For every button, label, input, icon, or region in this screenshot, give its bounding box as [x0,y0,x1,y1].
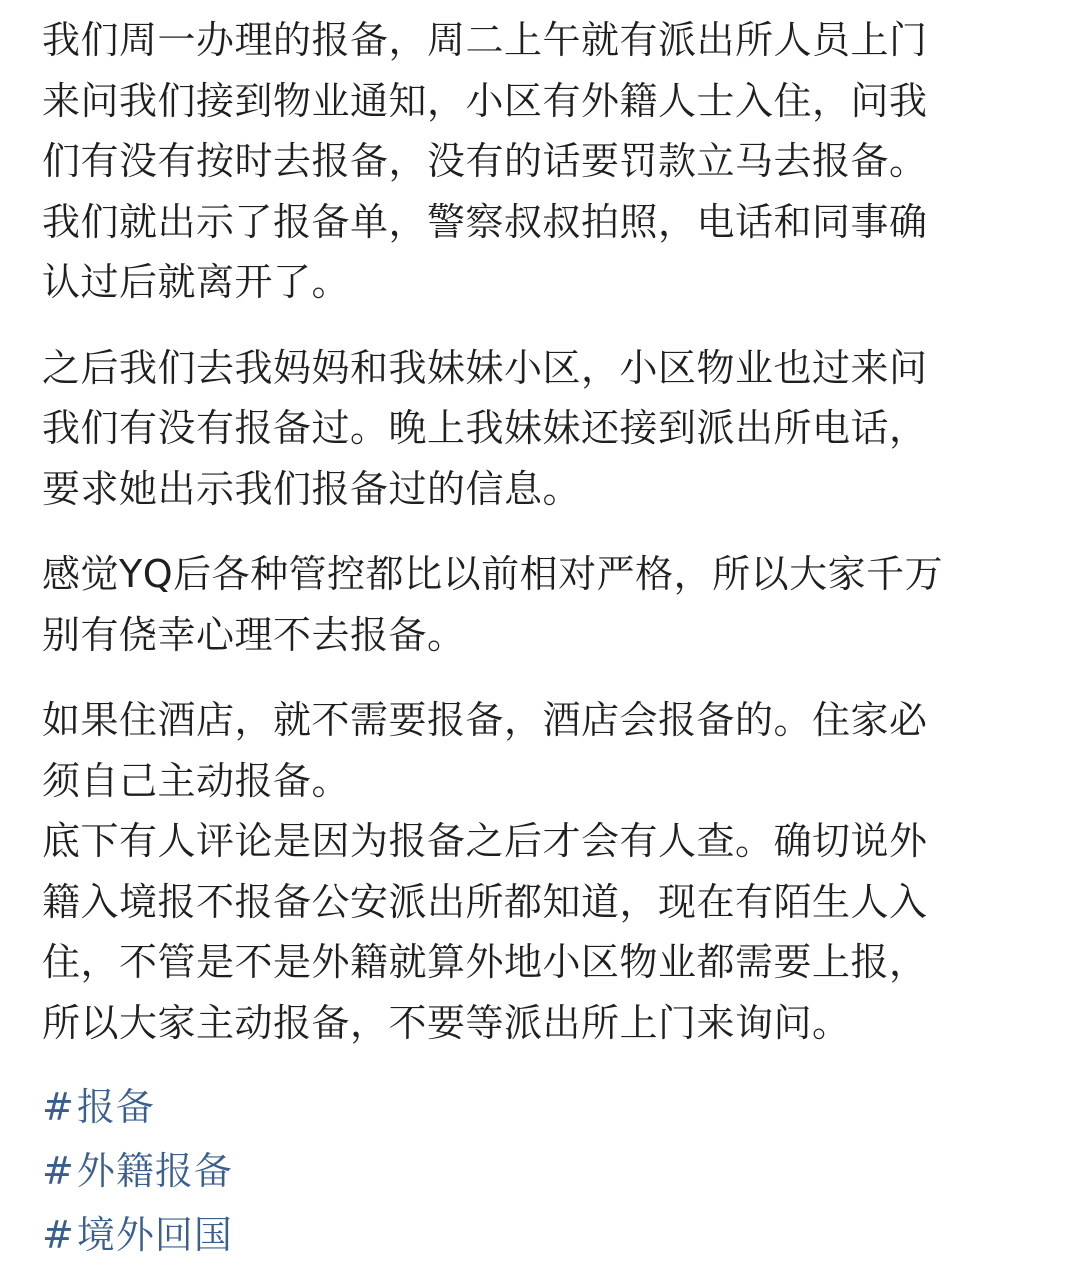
hashtag-label: 报备 [76,1085,155,1129]
paragraph-line: 如果住酒店，就不需要报备，酒店会报备的。住家必 [42,698,928,742]
paragraph-line: 所以大家主动报备，不要等派出所上门来询问。 [42,1000,851,1045]
paragraph-line: 籍入境报不报备公安派出所都知道，现在有陌生人入 [42,879,928,924]
hashtag-label: 外籍报备 [76,1149,233,1193]
paragraph-gap [42,665,1022,690]
paragraph-line: 认过后就离开了。 [42,260,351,304]
paragraph-line: 我们有没有报备过。晚上我妹妹还接到派出所电话， [42,406,928,450]
paragraph-4 [42,690,1022,1053]
hashtag-jingwai-huiguo[interactable] [42,1203,1022,1267]
paragraph-line: 我们就出示了报备单，警察叔叔拍照，电话和同事确 [42,199,928,244]
paragraph-line: 住，不管是不是外籍就算外地小区物业都需要上报， [42,940,928,984]
paragraph-gap [42,519,1022,544]
paragraph-line: 底下有人评论是因为报备之后才会有人查。确切说外 [42,819,928,863]
hashtag-waiji-baobei[interactable] [42,1139,1022,1203]
hashtag-list [42,1075,1022,1267]
paragraph-line: 之后我们去我妈妈和我妹妹小区，小区物业也过来问 [42,345,928,390]
post-body [42,10,1022,1267]
paragraph-gap [42,313,1022,338]
hashtag-label: 境外回国 [76,1213,233,1257]
paragraph-line: 我们周一办理的报备，周二上午就有派出所人员上门 [42,18,928,62]
paragraph-line: 来问我们接到物业通知，小区有外籍人士入住，问我 [42,78,928,123]
paragraph-line: 们有没有按时去报备，没有的话要罚款立马去报备。 [42,139,928,183]
paragraph-line: 别有侥幸心理不去报备。 [42,612,466,657]
hash-symbol: # [42,1213,75,1257]
hashtag-baobei[interactable] [42,1075,1022,1139]
paragraph-line: 须自己主动报备。 [42,758,351,803]
paragraph-line: 要求她出示我们报备过的信息。 [42,466,582,511]
paragraph-1 [42,10,1022,313]
paragraph-line: 感觉YQ后各种管控都比以前相对严格，所以大家千万 [42,552,944,596]
paragraph-3 [42,544,1022,665]
hash-symbol: # [42,1149,75,1193]
hash-symbol: # [42,1085,75,1129]
paragraph-2 [42,338,1022,520]
